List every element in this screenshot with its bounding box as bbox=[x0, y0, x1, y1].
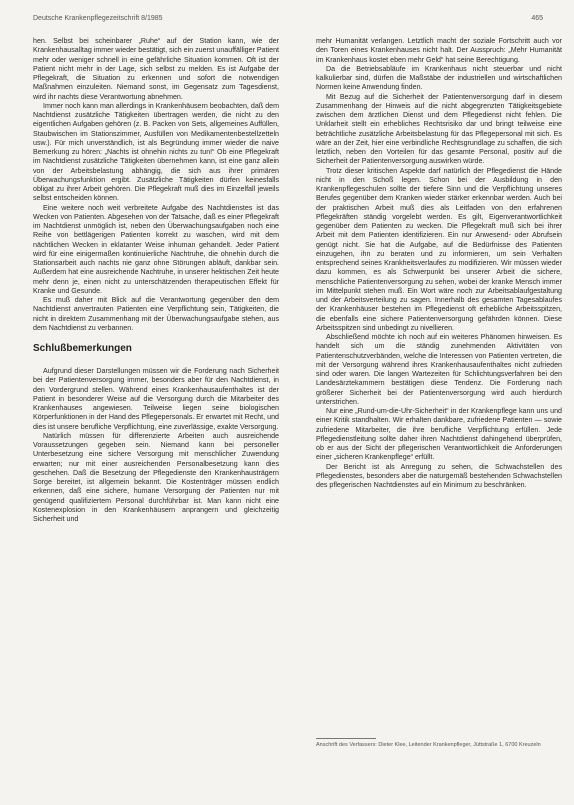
journal-title: Deutsche Krankenpflegezeitschrift 8/1985 bbox=[33, 15, 163, 22]
page-header bbox=[33, 15, 543, 27]
left-column bbox=[33, 37, 279, 797]
body-paragraph: Der Bericht ist als Anregung zu sehen, die Schwachstellen des Pflegedienstes, besonders aber die naturgemäß bestehenden Schwachstellen des pflegerischen Nachtdienstes auf ein Minimum zu beschränken. bbox=[316, 462, 562, 489]
body-paragraph: Mit Bezug auf die Sicherheit der Patientenversorgung darf in diesem Zusammenhang der Hinweis auf die nicht abgegrenzten Tätigkeitsgebiete zwischen dem ärztlichen Dienst und dem Pflegedienst nicht fehlen. Die Unklarheit stellt ein erhebliches Rechtsrisiko dar und bringt teilweise eine beträchtliche zusätzliche Arbeitsbelastung für das Pflegepersonal mit sich. Es wäre an der Zeit, hier eine verbindliche Rechtsgrundlage zu schaffen, die sich letztlich, neben den Vorteilen für das gesamte Personal, positiv auf die Sicherheit der Patientenversorgung auswirken würde. bbox=[316, 92, 562, 166]
body-paragraph: Natürlich müssen für differenzierte Arbeiten auch ausreichende Voraussetzungen gegeben sein. Niemand kann bei personeller Unterbesetzung eine sichere Versorgung mit menschlicher Zuwendung erwarten; nur mit einer ausreichenden Personalbesetzung kann dies geschehen. Daß die Besetzung der Pflegedienste den Krankenhausträgern Sorge bereitet, ist allgemein bekannt. Die Kostenträger müssen endlich erkennen, daß eine sichere, humane Versorgung der Patienten nur mit genügend qualifiziertem Personal durchführbar ist. Man kann nicht eine Kostenexplosion in den Krankenhäusern anprangern und gleichzeitig Sicherheit und bbox=[33, 431, 279, 523]
body-paragraph: Eine weitere noch weit verbreitete Aufgabe des Nachtdienstes ist das Wecken von Patienten. Abgesehen von der Tatsache, daß es einer Pflegekraft im Nachtdienst unmöglich ist, neben den Überwachungsaufgaben noch eine Reihe von bettlägerigen Patienten korrekt zu waschen, wird mit dem nächtlichen Wecken in eklatanter Weise inhuman gehandelt. Jeder Patient wird für eine einigermaßen kontinuierliche Nachtruhe, die ohnehin durch die Stationsarbeit auch nachts nie ganz ohne Störungen abläuft, dankbar sein. Außerdem hat eine ausreichende Nachtruhe, in unserer hektischen Zeit heute mehr denn je, einen nicht zu unterschätzenden therapeutischen Effekt für Kranke und Gesunde. bbox=[33, 203, 279, 295]
author-address-footnote: Anschrift des Verfassers: Dieter Klee, Leitender Krankenpfleger, Jüttstraße 1, 6700 Kreuzeln bbox=[316, 742, 541, 748]
body-paragraph: Da die Betriebsabläufe im Krankenhaus nicht steuerbar und nicht kalkulierbar sind, dürfen die Maßstäbe der industriellen und wirtschaftlichen Normen keine Anwendung finden. bbox=[316, 64, 562, 92]
body-paragraph: Abschließend möchte ich noch auf ein weiteres Phänomen hinweisen. Es handelt sich um die ständig zunehmenden Aktivitäten von Patientenschutzverbänden, welche die Interessen von Patienten vertreten, die mit der Versorgung während ihres Krankenhausaufenthaltes nicht zufrieden sind oder waren. Die langen Wartezeiten für Schlichtungsverfahren bei den Landesärztekammern bestätigen diese Tendenz. Die Forderung nach größerer Sicherheit bei der Patientenversorgung wird auch hierdurch unterstrichen. bbox=[316, 333, 562, 406]
footnote-rule bbox=[316, 738, 376, 739]
section-heading: Schlußbemerkungen bbox=[33, 343, 132, 354]
body-paragraph: Immer noch kann man allerdings in Krankenhäusern beobachten, daß dem Nachtdienst zusätzliche Tätigkeiten übertragen werden, die nicht zu den eigentlichen Aufgaben gehören (z. B. Packen von Sets, allgemeines Auffüllen, Staubwischen im Stationszimmer, Ausfüllen von Medikamentenbestellzetteln usw.). Für mich unverständlich, ist als Begründung immer wieder die naive Bemerkung zu hören: „Nachts ist ohnehin nichts zu tun!“ Ob eine Pflegekraft im Nachtdienst zusätzliche Tätigkeiten übernehmen kann, ist eine ganz allein von der Arbeitsbelastung abhängig, die sich aus ihrer primären Überwachungsfunktion ergibt. Zusätzliche Tätigkeiten dürfen keinesfalls obligat zu ihrer Arbeit gehören. Die Pflegekraft muß dies im Einzelfall jeweils selbst entscheiden können. bbox=[33, 101, 279, 203]
body-paragraph: Es muß daher mit Blick auf die Verantwortung gegenüber den dem Nachtdienst anvertrauten Patienten eine Verpflichtung sein, Tätigkeiten, die nicht in direktem Zusammenhang mit der Überwachungsaufgabe stehen, aus dem Nachtdienst zu verbannen. bbox=[33, 296, 279, 332]
body-paragraph: Aufgrund dieser Darstellungen müssen wir die Forderung nach Sicherheit bei der Patientenversorgung immer, besonders aber für den Nachtdienst, in den Vordergrund stellen. Während eines Krankenhausaufenthaltes ist der Patient in besonderer Weise auf die Versorgung durch die Mitarbeiter des Krankenhauses angewiesen. Teilweise liegen seine biologischen Körperfunktionen in der Hand des Pflegepersonals. Er erwartet mit Recht, und dies ist unsere berufliche Verpflichtung, eine zuverlässige, exakte Versorgung. bbox=[33, 367, 279, 431]
body-paragraph: Nur eine „Rund-um-die-Uhr-Sicherheit“ in der Krankenpflege kann uns und einer Kritik standhalten. Wir erhalten dankbare, zufriedene Patienten — sowie zufriedene Mitarbeiter, die ihre berufliche Verpflichtung erfüllen. Jede Pflegedienstleitung sollte daher ihren Nachtdienst dahingehend überprüfen, ob er aus der Sicht der pflegerischen Verantwortlichkeit die Anforderungen einer „sicheren Krankenpflege“ erfüllt. bbox=[316, 407, 562, 462]
body-paragraph: Trotz dieser kritischen Aspekte darf natürlich der Pflegedienst die Hände nicht in den Schoß legen. Schon bei der Ausbildung in den Krankenpflegeschulen sollte der tiefere Sinn und die Verpflichtung unseres Berufes gegenüber dem Kranken wieder stärker erkennbar werden. Auch bei der praktischen Arbeit muß dies als Leitfaden von den erfahrenen Pflegekräften ständig vorgelebt werden. Es gilt, Eigenverantwortlichkeit gegenüber dem Patienten zu wecken. Die Pflegekraft muß sich bei ihrer Arbeit mit dem Patienten identifizieren. Ein nur Anwesend- oder Abrufsein genügt nicht. Sie hat die Aufgabe, auf die Bedürfnisse des Patienten einzugehen, ihn zu beraten und zu informieren, um sein Verhalten entsprechend seines Krankheitsverlaufes zu modifizieren. Wir müssen wieder dazu kommen, es als Schwerpunkt bei unserer Arbeit die sichere, menschliche Patientenversorgung zu sehen, wobei der kranke Mensch immer im Mittelpunkt stehen muß. Ein Wort wäre noch zur Arbeitsablaufgestaltung und der Arbeitsverteilung zu sagen. Innerhalb des gesamten Tagesablaufes der Krankenhäuser bestehen im Pflegedienst oft erhebliche Arbeitsspitzen, die ebenfalls eine sichere Patientenversorgung gefährden können. Diese Arbeitsspitzen sind unbedingt zu nivellieren. bbox=[316, 166, 562, 332]
body-paragraph: hen. Selbst bei scheinbarer „Ruhe“ auf der Station kann, wie der Krankenhausalltag immer wieder bestätigt, sich ein zuerst unauffälliger Patient mehr oder weniger schnell in eine gefährliche Situation kommen. Oft ist der Patient nicht mehr in der Lage, sich selbst zu melden. Es ist Aufgabe der Pflegekraft, die Situation zu erkennen und sofort die notwendigen Maßnahmen einzuleiten. Niemand sonst, im Gegensatz zum Tagesdienst, wird ihr nachts diese Verantwortung abnehmen. bbox=[33, 37, 279, 101]
body-paragraph: mehr Humanität verlangen. Letztlich macht der soziale Fortschritt auch vor den Toren eines Krankenhauses nicht halt. Der Ausspruch: „Mehr Humanität im Krankenhaus kostet eben mehr Geld“ hat seine Berechtigung. bbox=[316, 37, 562, 64]
page-number: 465 bbox=[531, 15, 543, 22]
right-column bbox=[316, 37, 562, 752]
